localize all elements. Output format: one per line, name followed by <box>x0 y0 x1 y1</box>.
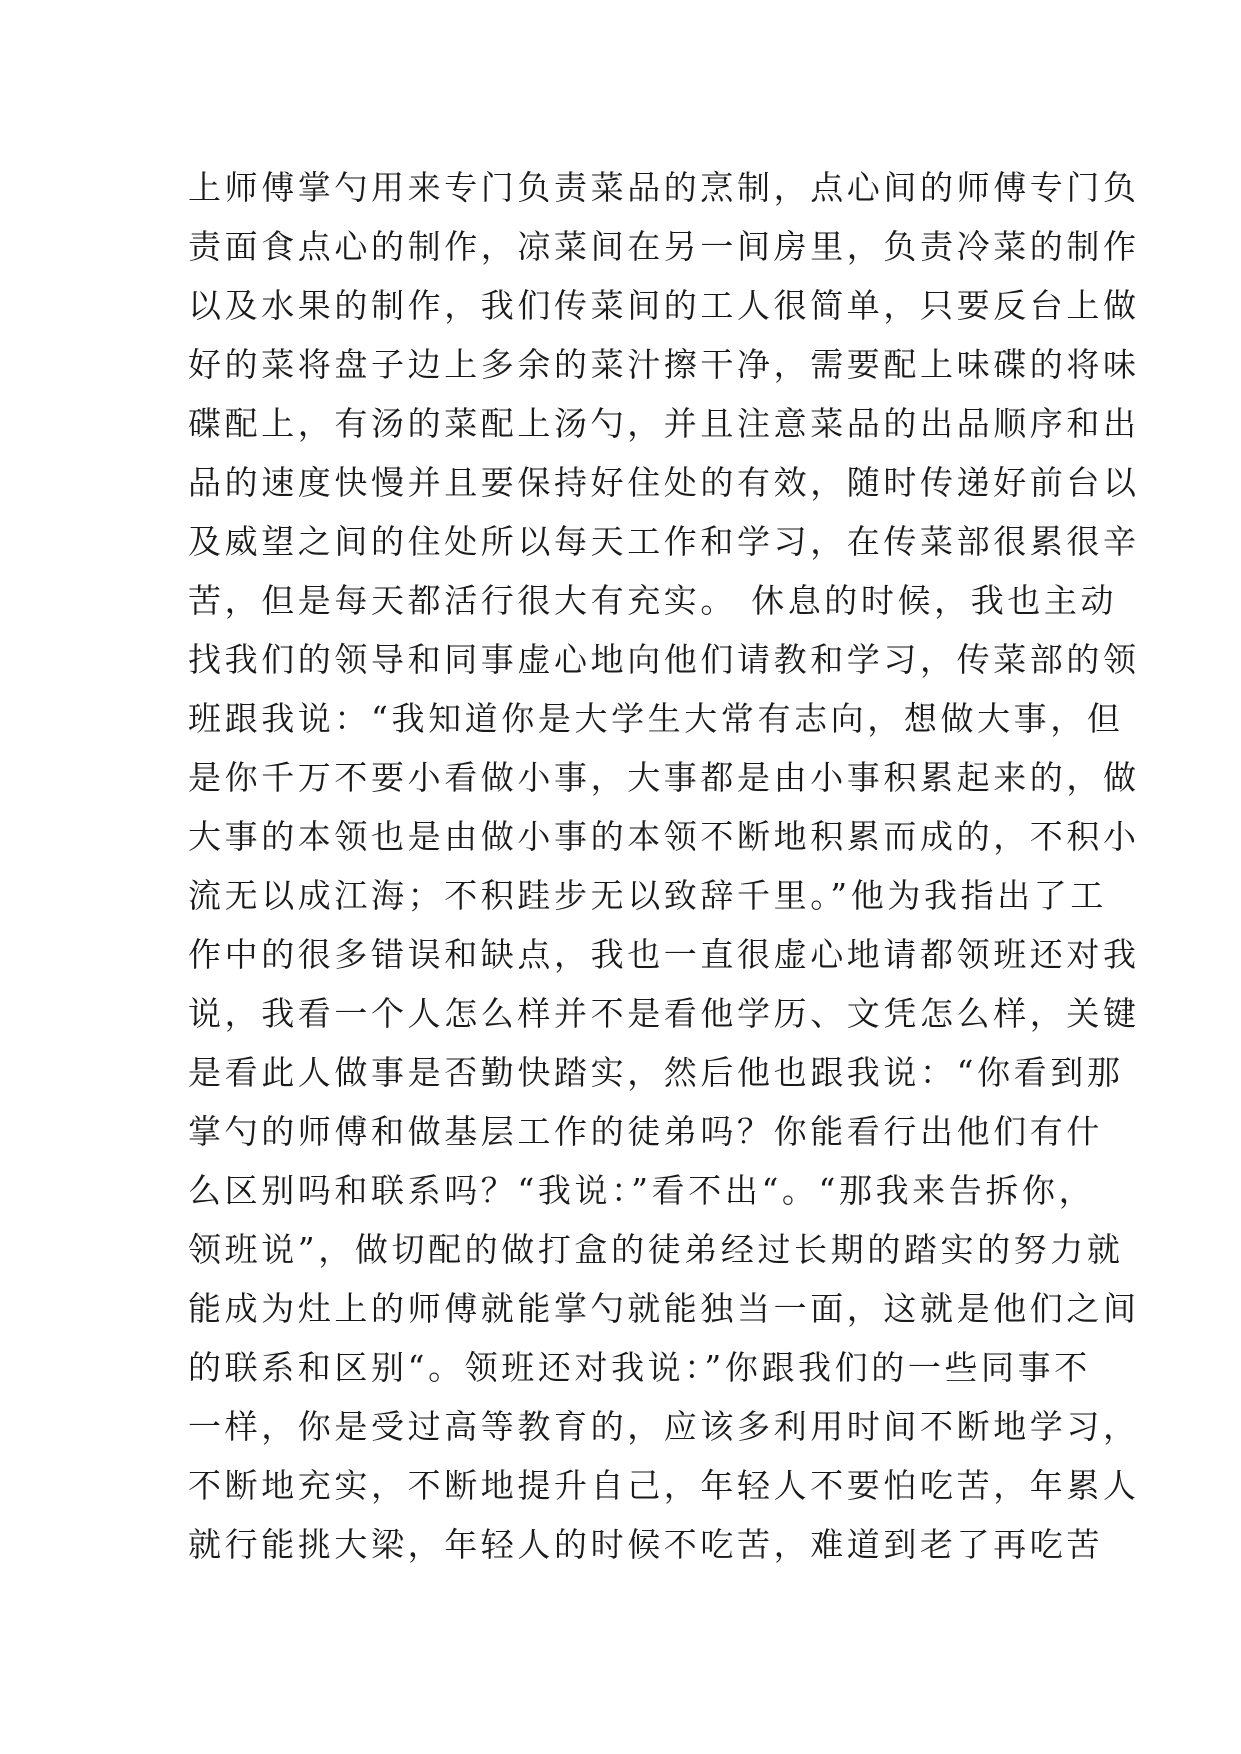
text-line: 就行能挑大梁，年轻人的时候不吃苦，难道到老了再吃苦 <box>188 1525 1103 1564</box>
text-line: 是你千万不要小看做小事，大事都是由小事积累起来的，做 <box>188 758 1140 797</box>
text-line: 的联系和区别“。领班还对我说：”你跟我们的一些同事不 <box>188 1348 1091 1387</box>
text-line: 作中的很多错误和缺点，我也一直很虚心地请都领班还对我 <box>188 935 1140 974</box>
text-line: 找我们的领导和同事虚心地向他们请教和学习，传菜部的领 <box>188 640 1140 679</box>
text-line: 好的菜将盘子边上多余的菜汁擦干净，需要配上味碟的将味 <box>188 345 1140 384</box>
text-line: 说，我看一个人怎么样并不是看他学历、文凭怎么样，关键 <box>188 994 1140 1033</box>
text-line: 以及水果的制作，我们传菜间的工人很简单，只要反台上做 <box>188 286 1140 325</box>
text-line: 大事的本领也是由做小事的本领不断地积累而成的，不积小 <box>188 817 1140 856</box>
text-line: 班跟我说：“我知道你是大学生大常有志向，想做大事，但 <box>188 699 1124 738</box>
text-line: 碟配上，有汤的菜配上汤勺，并且注意菜品的出品顺序和出 <box>188 404 1140 443</box>
text-line: 是看此人做事是否勤快踏实，然后他也跟我说：“你看到那 <box>188 1053 1124 1092</box>
text-line: 及威望之间的住处所以每天工作和学习，在传菜部很累很辛 <box>188 522 1140 561</box>
text-line: 么区别吗和联系吗？“我说：”看不出“。“那我来告拆你， <box>188 1171 1096 1210</box>
text-line: 能成为灶上的师傅就能掌勺就能独当一面，这就是他们之间 <box>188 1289 1140 1328</box>
text-line: 上师傅掌勺用来专门负责菜品的烹制，点心间的师傅专门负 <box>188 168 1140 207</box>
text-line: 一样，你是受过高等教育的，应该多利用时间不断地学习， <box>188 1407 1140 1446</box>
text-line: 苦，但是每天都活行很大有充实。 休息的时候，我也主动 <box>188 581 1118 620</box>
body-text <box>188 158 1140 1574</box>
text-line: 流无以成江海；不积跬步无以致辞千里。”他为我指出了工 <box>188 876 1107 915</box>
text-line: 品的速度快慢并且要保持好住处的有效，随时传递好前台以 <box>188 463 1140 502</box>
text-line: 掌勺的师傅和做基层工作的徒弟吗？你能看行出他们有什 <box>188 1112 1103 1151</box>
text-line: 领班说”，做切配的做打盒的徒弟经过长期的踏实的努力就 <box>188 1230 1124 1269</box>
text-line: 责面食点心的制作，凉菜间在另一间房里，负责冷菜的制作 <box>188 227 1140 266</box>
text-line: 不断地充实，不断地提升自己，年轻人不要怕吃苦，年累人 <box>188 1466 1140 1505</box>
